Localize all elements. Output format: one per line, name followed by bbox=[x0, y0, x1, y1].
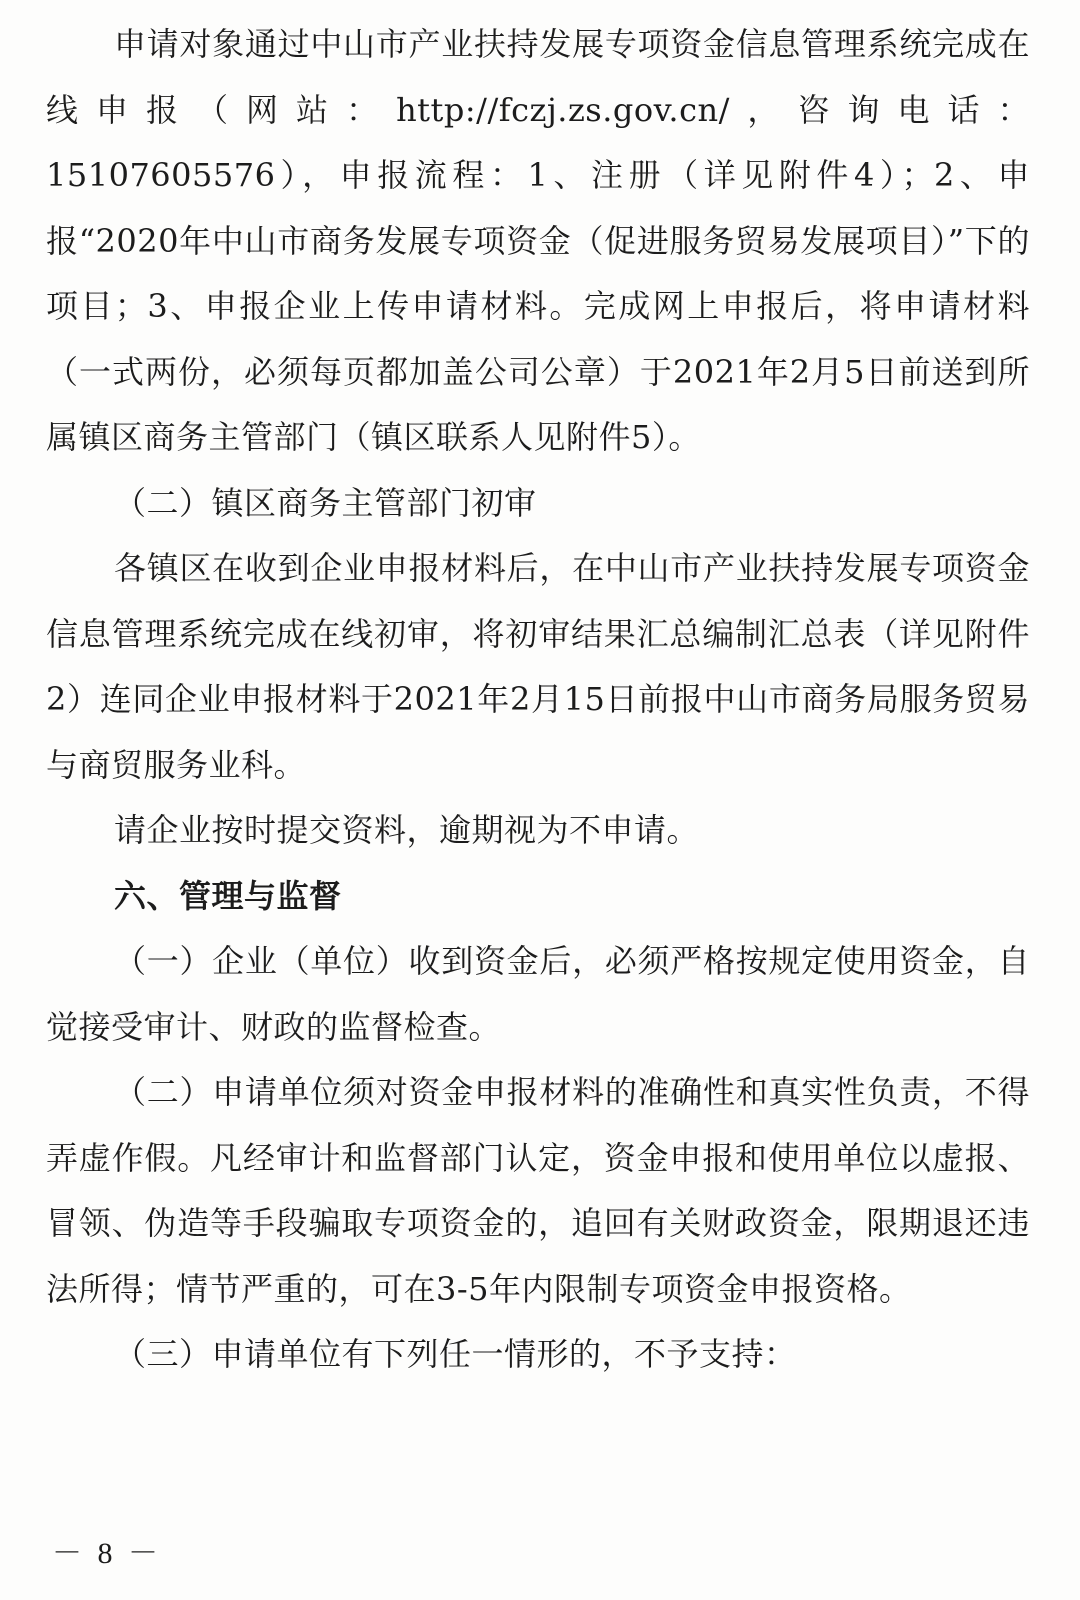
paragraph-accuracy-responsibility: （二）申请单位须对资金申报材料的准确性和真实性负责，不得弄虚作假。凡经审计和监督部门认定，资金申报和使用单位以虚报、冒领、伪造等手段骗取专项资金的，追回有关财政资金，限期退还违法所得；情节严重的，可在3-5年内限制专项资金申报资格。 bbox=[46, 1073, 1030, 1308]
paragraph-online-application: 申请对象通过中山市产业扶持发展专项资金信息管理系统完成在线申报（网站：http://fczj.zs.gov.cn/，咨询电话：15107605576），申报流程：1、注册（详见附件4）；2、申报“2020年中山市商务发展专项资金（促进服务贸易发展项目）”下的项目；3、申报企业上传申请材料。完成网上申报后，将申请材料（一式两份，必须每页都加盖公司公章）于2021年2月5日前送到所属镇区商务主管部门（镇区联系人见附件5）。 bbox=[46, 25, 1030, 456]
document-body bbox=[46, 12, 1030, 1388]
paragraph-deadline-notice: 请企业按时提交资料，逾期视为不申请。 bbox=[114, 811, 700, 849]
paragraph-no-support-conditions: （三）申请单位有下列任一情形的，不予支持： bbox=[114, 1335, 797, 1373]
page-number: － 8 － bbox=[52, 1537, 162, 1570]
section-heading-management: 六、管理与监督 bbox=[114, 876, 342, 915]
paragraph-town-review: 各镇区在收到企业申报材料后，在中山市产业扶持发展专项资金信息管理系统完成在线初审，将初审结果汇总编制汇总表（详见附件2）连同企业申报材料于2021年2月15日前报中山市商务局服务贸易与商贸服务业科。 bbox=[46, 549, 1030, 784]
subheading-town-review: （二）镇区商务主管部门初审 bbox=[114, 483, 537, 522]
paragraph-fund-usage: （一）企业（单位）收到资金后，必须严格按规定使用资金，自觉接受审计、财政的监督检查。 bbox=[46, 942, 1030, 1046]
